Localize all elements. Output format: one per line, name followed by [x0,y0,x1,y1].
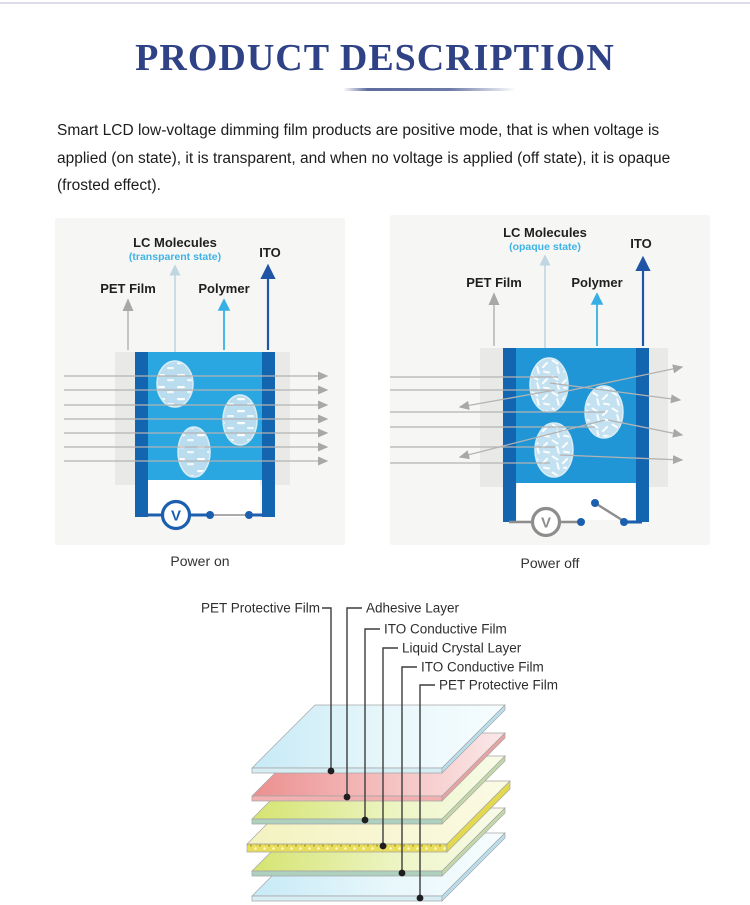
voltmeter-letter-on: V [170,507,182,525]
layer-label-ito-top: ITO Conductive Film [384,621,507,637]
transparent-state-label: (transparent state) [128,251,222,263]
ito-label-off: ITO [630,236,652,251]
intro-paragraph: Smart LCD low-voltage dimming film products are positive mode, that is when voltage is applied (on state), it is transparent, and when no voltage is applied (off state), it is opaque (frosted effect). [57,122,671,194]
lc-cell-off [480,348,668,522]
pet-film-label-off: PET Film [466,275,522,290]
switch-contact-dot [620,518,628,526]
switch-contact-dot [577,518,585,526]
power-off-caption: Power off [520,555,580,571]
lc-molecules-label-off: LC Molecules [503,225,587,240]
lc-molecules-label-on: LC Molecules [133,235,217,250]
polymer-label-on: Polymer [198,281,250,296]
layer-label-pet-bottom: PET Protective Film [439,677,559,693]
voltmeter-letter-off: V [540,514,552,532]
title-divider [343,88,521,91]
ito-electrode-left [135,352,148,517]
ito-electrode-right [262,352,275,517]
layer-label-ito-bottom: ITO Conductive Film [421,659,544,675]
switch-contact-dot [245,511,253,519]
polymer-label-off: Polymer [571,275,623,290]
switch-contact-dot [206,511,214,519]
pet-film-label-on: PET Film [100,281,156,296]
layer-label-pet-top: PET Protective Film [200,600,320,616]
page-title: PRODUCT DESCRIPTION [135,37,615,79]
ito-electrode-left [503,348,516,522]
film-stack-diagram-svg [150,595,650,905]
film-layers [247,705,510,901]
layer-label-adhesive: Adhesive Layer [366,600,460,616]
lc-cell-on [115,352,290,517]
power-off-diagram-svg [390,215,710,545]
opaque-state-label: (opaque state) [509,241,581,253]
power-on-diagram-svg [55,215,345,545]
switch-contact-dot [591,499,599,507]
top-border-line [0,2,750,4]
power-on-caption: Power on [170,553,230,569]
layer-label-liquid-crystal: Liquid Crystal Layer [402,640,522,656]
ito-label-on: ITO [259,245,281,260]
